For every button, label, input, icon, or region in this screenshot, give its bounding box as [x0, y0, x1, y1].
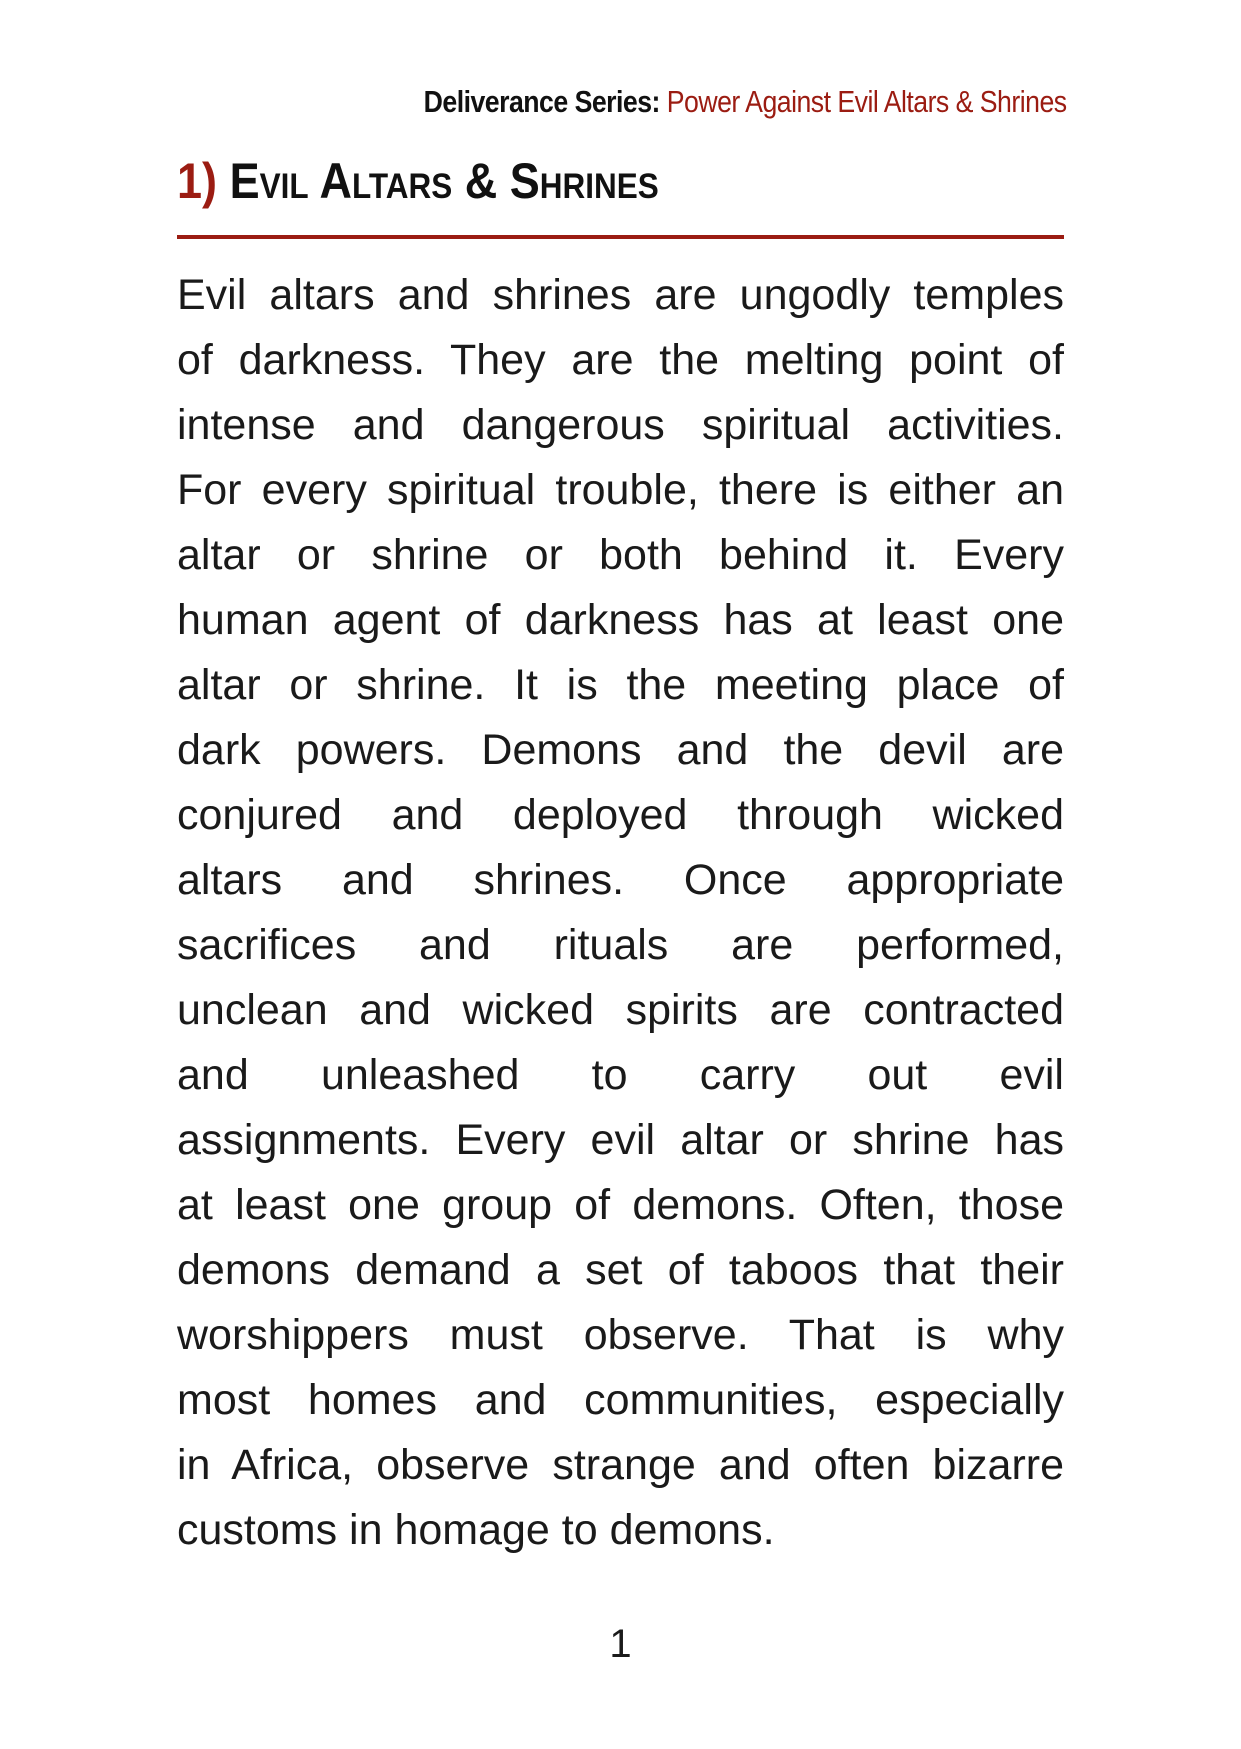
series-label: Deliverance Series:	[424, 84, 661, 119]
book-title: Power Against Evil Altars & Shrines	[667, 84, 1067, 119]
paragraph-line: and unleashed to carry out evil	[177, 1051, 1064, 1099]
paragraph-line: Evil altars and shrines are ungodly temples	[177, 271, 1064, 319]
paragraph-line: sacrifices and rituals are performed,	[177, 921, 1064, 969]
heading-divider	[177, 235, 1064, 239]
paragraph-line: customs in homage to demons.	[177, 1506, 775, 1554]
paragraph-line: demons demand a set of taboos that their	[177, 1246, 1064, 1294]
paragraph-line: altars and shrines. Once appropriate	[177, 856, 1064, 904]
paragraph-line: dark powers. Demons and the devil are	[177, 726, 1064, 774]
paragraph-line: altar or shrine. It is the meeting place of	[177, 661, 1064, 709]
paragraph-line: of darkness. They are the melting point of	[177, 336, 1064, 384]
paragraph-line: assignments. Every evil altar or shrine has	[177, 1116, 1064, 1164]
body-paragraph	[177, 263, 1064, 1563]
paragraph-line: altar or shrine or both behind it. Every	[177, 531, 1064, 579]
running-header	[424, 84, 1067, 120]
paragraph-line: unclean and wicked spirits are contracted	[177, 986, 1064, 1034]
paragraph-line: For every spiritual trouble, there is either an	[177, 466, 1064, 514]
paragraph-line: in Africa, observe strange and often bizarre	[177, 1441, 1064, 1489]
paragraph-line: human agent of darkness has at least one	[177, 596, 1064, 644]
paragraph-line: intense and dangerous spiritual activities.	[177, 401, 1064, 449]
chapter-heading	[177, 152, 659, 210]
chapter-number: 1)	[177, 153, 218, 209]
paragraph-line: worshippers must observe. That is why	[177, 1311, 1064, 1359]
paragraph-line: at least one group of demons. Often, those	[177, 1181, 1064, 1229]
chapter-title: Evil Altars & Shrines	[229, 153, 659, 209]
page-number: 1	[609, 1622, 632, 1666]
paragraph-line: most homes and communities, especially	[177, 1376, 1064, 1424]
paragraph-line: conjured and deployed through wicked	[177, 791, 1064, 839]
